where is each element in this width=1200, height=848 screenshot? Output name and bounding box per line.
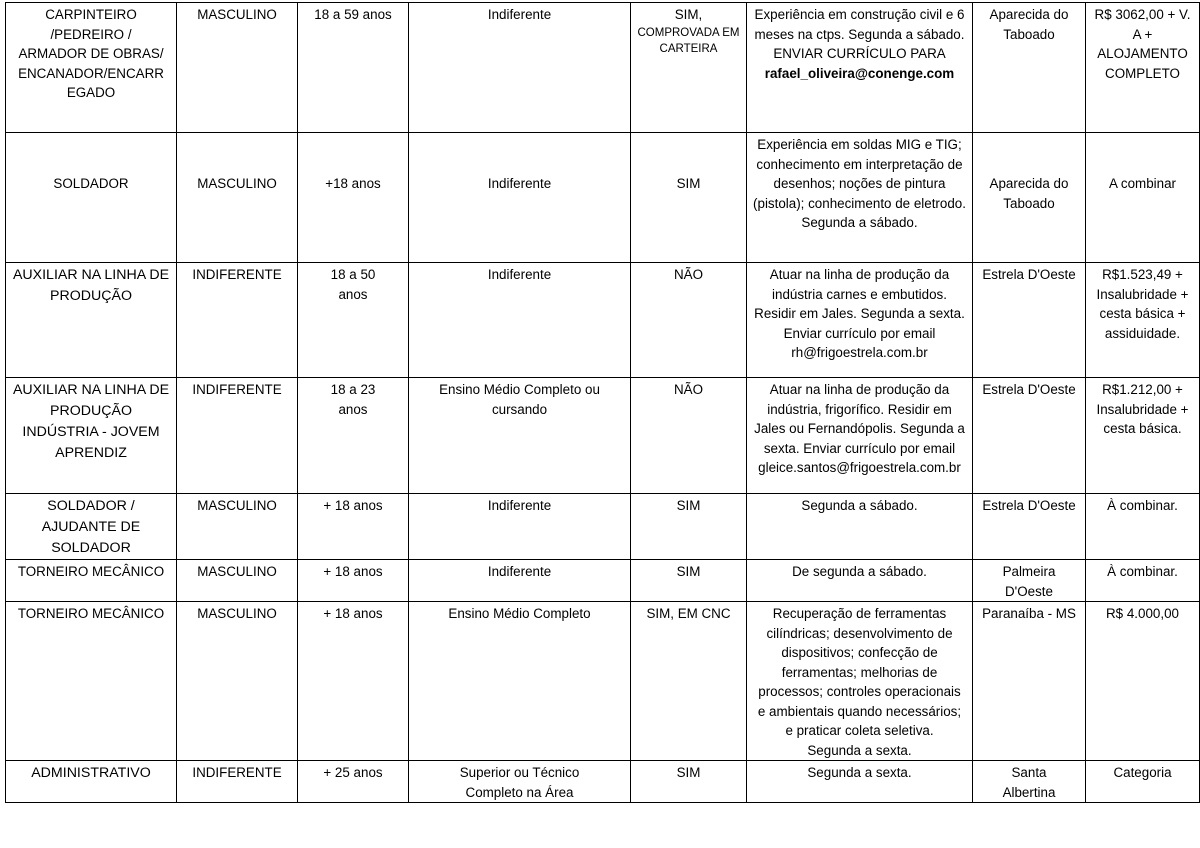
idade-cell: + 18 anos <box>298 602 409 761</box>
cidade-cell: Aparecida do Taboado <box>973 3 1086 133</box>
cidade-cell: Paranaíba - MS <box>973 602 1086 761</box>
idade-cell: +18 anos <box>298 133 409 263</box>
table-row <box>6 560 1200 602</box>
cidade-cell: Palmeira D'Oeste <box>973 560 1086 602</box>
table-row <box>6 494 1200 560</box>
salario-cell: R$ 3062,00 + V. A + ALOJAMENTO COMPLETO <box>1086 3 1200 133</box>
sexo-cell: MASCULINO <box>177 602 298 761</box>
cidade-cell: Estrela D'Oeste <box>973 494 1086 560</box>
cargo-cell: TORNEIRO MECÂNICO <box>6 602 177 761</box>
experiencia-cell: NÃO <box>631 378 747 494</box>
sexo-cell: MASCULINO <box>177 494 298 560</box>
salario-cell: Categoria <box>1086 761 1200 803</box>
escolaridade-cell: Indiferente <box>409 560 631 602</box>
job-listings-table <box>5 2 1200 803</box>
descricao-cell: Segunda a sábado. <box>747 494 973 560</box>
escolaridade-cell: Indiferente <box>409 133 631 263</box>
salario-cell: R$1.523,49 + Insalubridade + cesta básica + assiduidade. <box>1086 263 1200 378</box>
sexo-cell: INDIFERENTE <box>177 761 298 803</box>
descricao-cell: Segunda a sexta. <box>747 761 973 803</box>
sexo-cell: MASCULINO <box>177 3 298 133</box>
cidade-cell: Estrela D'Oeste <box>973 263 1086 378</box>
table-row <box>6 602 1200 761</box>
salario-cell: À combinar. <box>1086 494 1200 560</box>
experiencia-cell: SIM, EM CNC <box>631 602 747 761</box>
experiencia-note: COMPROVADA EM CARTEIRA <box>637 26 740 55</box>
cargo-cell: SOLDADOR / AJUDANTE DE SOLDADOR <box>6 494 177 560</box>
descricao-text: Experiência em construção civil e 6 meses na ctps. Segunda a sábado. <box>754 7 965 42</box>
table-row <box>6 263 1200 378</box>
cargo-cell: AUXILIAR NA LINHA DE PRODUÇÃO INDÚSTRIA - JOVEM APRENDIZ <box>6 378 177 494</box>
escolaridade-cell: Ensino Médio Completo <box>409 602 631 761</box>
escolaridade-cell: Superior ou Técnico Completo na Área <box>409 761 631 803</box>
experiencia-cell: NÃO <box>631 263 747 378</box>
descricao-instruction: ENVIAR CURRÍCULO PARA <box>773 46 946 61</box>
table-row <box>6 133 1200 263</box>
cargo-cell: AUXILIAR NA LINHA DE PRODUÇÃO <box>6 263 177 378</box>
salario-cell: À combinar. <box>1086 560 1200 602</box>
idade-cell: 18 a 50 anos <box>298 263 409 378</box>
escolaridade-cell: Indiferente <box>409 3 631 133</box>
salario-cell: R$1.212,00 + Insalubridade + cesta básica. <box>1086 378 1200 494</box>
descricao-cell: Atuar na linha de produção da indústria, frigorífico. Residir em Jales ou Fernandópolis. Segunda a sexta. Enviar currículo por email gleice.santos@frigoestrela.com.br <box>747 378 973 494</box>
contact-email: rafael_oliveira@conenge.com <box>764 65 955 81</box>
cidade-cell: Aparecida do Taboado <box>973 133 1086 263</box>
escolaridade-cell: Indiferente <box>409 494 631 560</box>
cargo-cell: SOLDADOR <box>6 133 177 263</box>
descricao-cell: Experiência em soldas MIG e TIG; conhecimento em interpretação de desenhos; noções de pintura (pistola); conhecimento de eletrodo. Segunda a sábado. <box>747 133 973 263</box>
table-row <box>6 3 1200 133</box>
experiencia-cell <box>631 3 747 133</box>
idade-cell: + 25 anos <box>298 761 409 803</box>
idade-cell: 18 a 59 anos <box>298 3 409 133</box>
salario-cell: R$ 4.000,00 <box>1086 602 1200 761</box>
table-row <box>6 761 1200 803</box>
cargo-cell: TORNEIRO MECÂNICO <box>6 560 177 602</box>
idade-cell: 18 a 23 anos <box>298 378 409 494</box>
experiencia-cell: SIM <box>631 761 747 803</box>
idade-cell: + 18 anos <box>298 560 409 602</box>
salario-cell: A combinar <box>1086 133 1200 263</box>
idade-cell: + 18 anos <box>298 494 409 560</box>
experiencia-value: SIM, <box>674 7 703 22</box>
escolaridade-cell: Ensino Médio Completo ou cursando <box>409 378 631 494</box>
cidade-cell: Estrela D'Oeste <box>973 378 1086 494</box>
cargo-cell: CARPINTEIRO /PEDREIRO / ARMADOR DE OBRAS/ ENCANADOR/ENCARREGADO <box>6 3 177 133</box>
cargo-cell: ADMINISTRATIVO <box>6 761 177 803</box>
descricao-cell: Recuperação de ferramentas cilíndricas; desenvolvimento de dispositivos; confecção de ferramentas; melhorias de processos; controles operacionais e ambientais quando necessários; e praticar coleta seletiva. Segunda a sexta. <box>747 602 973 761</box>
experiencia-cell: SIM <box>631 133 747 263</box>
sexo-cell: INDIFERENTE <box>177 263 298 378</box>
descricao-cell: Atuar na linha de produção da indústria carnes e embutidos. Residir em Jales. Segunda a sexta. Enviar currículo por email rh@frigoestrela.com.br <box>747 263 973 378</box>
sexo-cell: MASCULINO <box>177 133 298 263</box>
descricao-cell: De segunda a sábado. <box>747 560 973 602</box>
sexo-cell: INDIFERENTE <box>177 378 298 494</box>
escolaridade-cell: Indiferente <box>409 263 631 378</box>
experiencia-cell: SIM <box>631 494 747 560</box>
descricao-cell <box>747 3 973 133</box>
experiencia-cell: SIM <box>631 560 747 602</box>
cidade-cell: Santa Albertina <box>973 761 1086 803</box>
table-row <box>6 378 1200 494</box>
sexo-cell: MASCULINO <box>177 560 298 602</box>
